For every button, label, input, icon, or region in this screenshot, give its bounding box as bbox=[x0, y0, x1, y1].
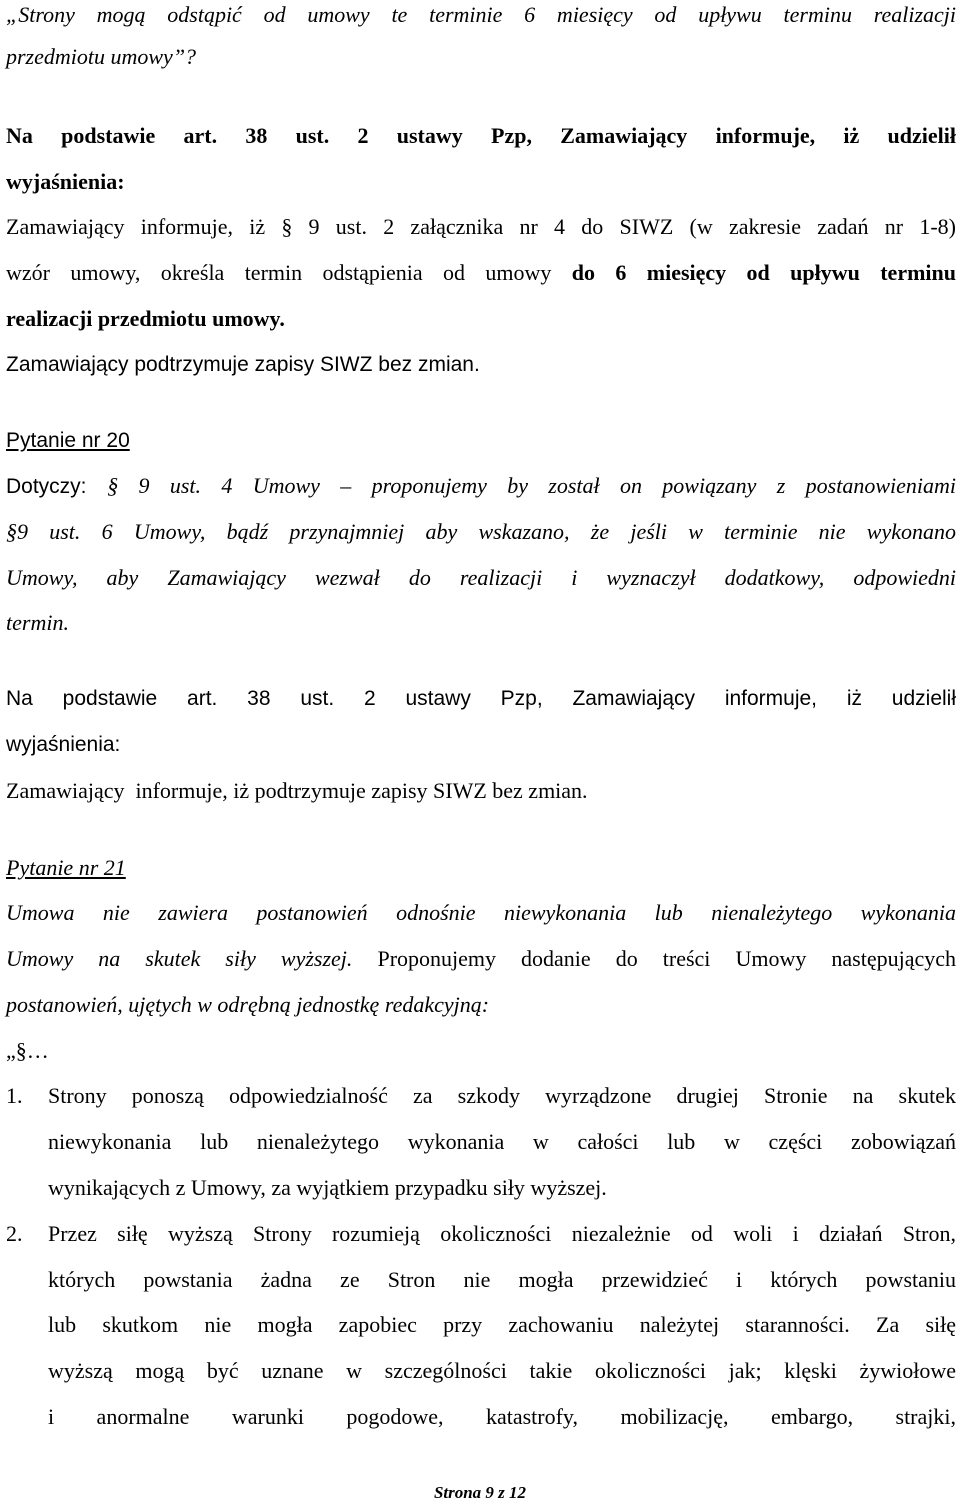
question-21-line-3: postanowień, ujętych w odrębną jednostkę redakcyjną: bbox=[6, 992, 490, 1017]
answer-conclusion: Zamawiający podtrzymuje zapisy SIWZ bez zmian. bbox=[6, 353, 480, 376]
answer-text-line-1: Zamawiający informuje, iż § 9 ust. 2 załącznika nr 4 do SIWZ (w zakresie zadań nr 1-8) bbox=[6, 214, 956, 239]
question-21-line-4: „§… bbox=[6, 1038, 49, 1063]
list-item-line: niewykonania lub nienależytego wykonania w całości lub w części zobowiązań bbox=[48, 1129, 956, 1154]
answer-20-heading-line-1: Na podstawie art. 38 ust. 2 ustawy Pzp, Zamawiający informuje, iż udzielił bbox=[6, 687, 956, 710]
intro-quote-line-1: „Strony mogą odstąpić od umowy te terminie 6 miesięcy od upływu terminu realizacji bbox=[6, 2, 956, 27]
list-item-line: i anormalne warunki pogodowe, katastrofy, mobilizację, embargo, strajki, bbox=[48, 1404, 956, 1429]
answer-text-line-2-bold: do 6 miesięcy od upływu terminu bbox=[571, 260, 956, 285]
list-item-line: Przez siłę wyższą Strony rozumieją okoliczności niezależnie od woli i działań Stron, bbox=[48, 1221, 956, 1246]
list-item-number: 2. bbox=[6, 1221, 23, 1246]
answer-text-line-3: realizacji przedmiotu umowy. bbox=[6, 306, 285, 331]
question-21-line-2-italic: Umowy na skutek siły wyższej. bbox=[6, 946, 378, 971]
question-21-line-2-regular: Proponujemy dodanie do treści Umowy następujących bbox=[377, 946, 956, 971]
answer-heading-line-2: wyjaśnienia: bbox=[6, 169, 125, 194]
question-20-dotyczy-label: Dotyczy: bbox=[6, 475, 108, 498]
list-item-number: 1. bbox=[6, 1083, 23, 1108]
intro-quote-line-2: przedmiotu umowy”? bbox=[6, 44, 197, 69]
question-20-line-2: §9 ust. 6 Umowy, bądź przynajmniej aby wskazano, że jeśli w terminie nie wykonano bbox=[6, 519, 956, 544]
list-item-line: wynikających z Umowy, za wyjątkiem przypadku siły wyższej. bbox=[48, 1175, 607, 1200]
list-item-line: Strony ponoszą odpowiedzialność za szkody wyrządzone drugiej Stronie na skutek bbox=[48, 1083, 956, 1108]
question-21-title: Pytanie nr 21 bbox=[6, 855, 126, 880]
list-item-line: których powstania żadna ze Stron nie mogła przewidzieć i których powstaniu bbox=[48, 1267, 956, 1292]
question-20-line-1 bbox=[6, 473, 956, 500]
answer-text-line-2-regular: wzór umowy, określa termin odstąpienia od umowy bbox=[6, 260, 572, 285]
list-item-line: wyższą mogą być uznane w szczególności takie okoliczności jak; klęski żywiołowe bbox=[48, 1358, 956, 1383]
question-21-line-2 bbox=[6, 946, 956, 972]
answer-text-line-2 bbox=[6, 260, 956, 286]
answer-20-conclusion: Zamawiający informuje, iż podtrzymuje zapisy SIWZ bez zmian. bbox=[6, 778, 588, 803]
question-20-title: Pytanie nr 20 bbox=[6, 429, 130, 452]
answer-20-heading-line-2: wyjaśnienia: bbox=[6, 733, 121, 756]
question-20-line-1-text: § 9 ust. 4 Umowy – proponujemy by został on powiązany z postanowieniami bbox=[107, 473, 956, 498]
answer-heading-line-1: Na podstawie art. 38 ust. 2 ustawy Pzp, Zamawiający informuje, iż udzielił bbox=[6, 123, 956, 148]
question-20-line-3: Umowy, aby Zamawiający wezwał do realizacji i wyznaczył dodatkowy, odpowiedni bbox=[6, 565, 956, 590]
question-20-line-4: termin. bbox=[6, 610, 69, 635]
list-item-line: lub skutkom nie mogła zapobiec przy zachowaniu należytej staranności. Za siłę bbox=[48, 1312, 956, 1337]
page-footer: Strona 9 z 12 bbox=[433, 1483, 527, 1502]
question-21-line-1: Umowa nie zawiera postanowień odnośnie niewykonania lub nienależytego wykonania bbox=[6, 900, 956, 925]
